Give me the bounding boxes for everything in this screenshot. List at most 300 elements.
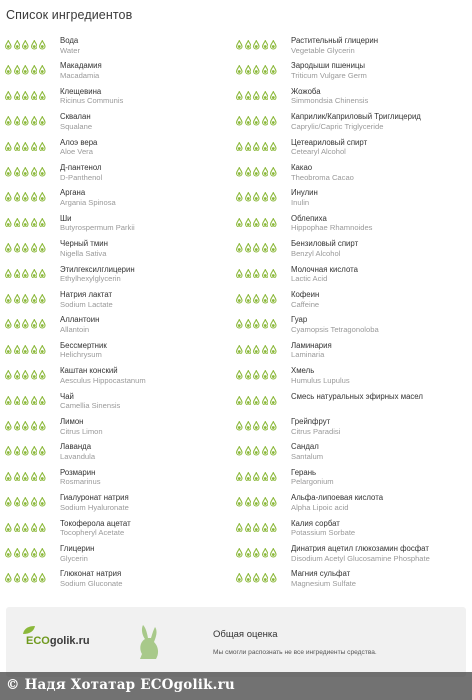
- ingredient-name: Молочная кислота: [291, 264, 358, 274]
- drop-icon: [39, 396, 46, 406]
- drop-icon: [245, 345, 252, 355]
- drop-icon: [253, 523, 260, 533]
- drop-icon: [14, 446, 21, 456]
- ingredient-row[interactable]: [0, 287, 236, 312]
- drop-icon: [5, 396, 12, 406]
- drop-icon: [31, 472, 38, 482]
- ingredient-names: [60, 163, 235, 182]
- ingredient-row[interactable]: [0, 465, 236, 490]
- drop-icon: [5, 573, 12, 583]
- drop-icon: [236, 319, 243, 329]
- drop-icon: [270, 192, 277, 202]
- ingredient-latin-name: Hippophae Rhamnoides: [291, 223, 373, 233]
- drop-icon: [22, 319, 29, 329]
- ingredient-row[interactable]: [231, 211, 467, 236]
- drop-icon: [236, 345, 243, 355]
- ingredient-latin-name: Camellia Sinensis: [60, 401, 121, 411]
- ingredient-latin-name: Disodium Acetyl Glucosamine Phosphate: [291, 553, 430, 563]
- drop-icon: [39, 294, 46, 304]
- drop-icon: [270, 548, 277, 558]
- ingredient-names: [291, 239, 466, 258]
- ingredient-row[interactable]: [231, 465, 467, 490]
- ingredient-row[interactable]: [231, 312, 467, 337]
- rating-drops: [236, 116, 277, 126]
- ingredient-row[interactable]: [0, 389, 236, 414]
- drop-icon: [22, 218, 29, 228]
- drop-icon: [270, 65, 277, 75]
- score-note: Мы смогли распознать не все ингредиенты средства.: [213, 649, 377, 656]
- ingredient-row[interactable]: [0, 160, 236, 185]
- drop-icon: [39, 472, 46, 482]
- rating-drops: [236, 573, 277, 583]
- rating-drops: [5, 548, 46, 558]
- ingredient-row[interactable]: [231, 236, 467, 261]
- drop-icon: [39, 345, 46, 355]
- rating-drops: [236, 345, 277, 355]
- ingredient-names: [291, 87, 466, 106]
- drop-icon: [236, 116, 243, 126]
- drop-icon: [14, 370, 21, 380]
- drop-icon: [270, 243, 277, 253]
- drop-icon: [5, 218, 12, 228]
- drop-icon: [31, 218, 38, 228]
- ingredient-name: Кофеин: [291, 290, 320, 299]
- drop-icon: [31, 243, 38, 253]
- drop-icon: [262, 65, 269, 75]
- drop-icon: [14, 192, 21, 202]
- drop-icon: [22, 167, 29, 177]
- ingredient-latin-name: Vegetable Glycerin: [291, 45, 355, 55]
- ingredient-row[interactable]: [0, 414, 236, 439]
- ingredient-row[interactable]: [231, 58, 467, 83]
- ingredient-name: Бессмертник: [60, 340, 107, 350]
- ingredient-name: Ши: [60, 213, 72, 223]
- drop-icon: [262, 523, 269, 533]
- drop-icon: [22, 91, 29, 101]
- ingredient-row[interactable]: [231, 541, 467, 566]
- ingredient-name: Этилгексилглицерин: [60, 264, 135, 274]
- drop-icon: [5, 319, 12, 329]
- drop-icon: [253, 142, 260, 152]
- ingredient-name: Хмель: [291, 366, 315, 376]
- ingredient-name: Глицерин: [60, 544, 95, 553]
- ingredient-row[interactable]: [231, 185, 467, 210]
- ingredient-latin-name: Helichrysum: [60, 350, 102, 360]
- ingredient-latin-name: Alpha Lipoic acid: [291, 502, 349, 512]
- rating-drops: [5, 573, 46, 583]
- ingredient-names: [60, 188, 235, 207]
- ingredient-row[interactable]: [0, 109, 236, 134]
- ingredient-names: [291, 112, 466, 131]
- drop-icon: [22, 548, 29, 558]
- drop-icon: [253, 548, 260, 558]
- drop-icon: [22, 396, 29, 406]
- drop-icon: [236, 40, 243, 50]
- drop-icon: [262, 218, 269, 228]
- ingredient-name: Каштан конский: [60, 366, 118, 376]
- ingredient-row[interactable]: [0, 490, 236, 515]
- ingredient-row[interactable]: [231, 389, 467, 414]
- rating-drops: [236, 396, 277, 406]
- ingredient-name: Сандал: [291, 442, 319, 452]
- ingredient-names: [60, 61, 235, 80]
- rating-drops: [5, 91, 46, 101]
- ingredient-row[interactable]: [231, 135, 467, 160]
- drop-icon: [39, 370, 46, 380]
- drop-icon: [270, 345, 277, 355]
- drop-icon: [270, 421, 277, 431]
- rating-drops: [5, 40, 46, 50]
- rating-drops: [5, 294, 46, 304]
- rating-drops: [5, 269, 46, 279]
- drop-icon: [236, 370, 243, 380]
- ingredient-row[interactable]: [231, 363, 467, 388]
- drop-icon: [31, 421, 38, 431]
- drop-icon: [39, 192, 46, 202]
- ingredient-row[interactable]: [0, 84, 236, 109]
- ingredient-latin-name: Nigella Sativa: [60, 248, 107, 258]
- ingredient-names: [291, 265, 466, 284]
- drop-icon: [5, 370, 12, 380]
- drop-icon: [31, 40, 38, 50]
- ingredient-latin-name: Caprylic/Capric Triglyceride: [291, 121, 384, 131]
- drop-icon: [31, 446, 38, 456]
- ingredient-names: [291, 493, 466, 512]
- rating-drops: [5, 345, 46, 355]
- ingredient-row[interactable]: [231, 160, 467, 185]
- ingredient-latin-name: Theobroma Cacao: [291, 172, 354, 182]
- ingredient-names: [60, 544, 235, 563]
- rating-drops: [236, 294, 277, 304]
- drop-icon: [31, 91, 38, 101]
- drop-icon: [270, 269, 277, 279]
- drop-icon: [253, 573, 260, 583]
- drop-icon: [245, 446, 252, 456]
- rating-drops: [236, 446, 277, 456]
- drop-icon: [31, 497, 38, 507]
- ingredient-row[interactable]: [0, 566, 236, 591]
- drop-icon: [14, 548, 21, 558]
- drop-icon: [22, 142, 29, 152]
- drop-icon: [245, 167, 252, 177]
- ingredient-name: Глюконат натрия: [60, 569, 122, 579]
- drop-icon: [5, 472, 12, 482]
- drop-icon: [262, 40, 269, 50]
- drop-icon: [236, 218, 243, 228]
- drop-icon: [270, 116, 277, 126]
- drop-icon: [14, 345, 21, 355]
- rating-drops: [236, 472, 277, 482]
- page-title: Список ингредиентов: [6, 8, 133, 22]
- ingredient-names: [291, 36, 466, 55]
- ingredient-row[interactable]: [231, 338, 467, 363]
- drop-icon: [253, 269, 260, 279]
- drop-icon: [245, 243, 252, 253]
- drop-icon: [5, 345, 12, 355]
- drop-icon: [14, 573, 21, 583]
- ingredient-latin-name: Tocopheryl Acetate: [60, 528, 125, 538]
- drop-icon: [270, 573, 277, 583]
- ingredient-names: [291, 214, 466, 233]
- ingredient-row[interactable]: [231, 287, 467, 312]
- drop-icon: [22, 421, 29, 431]
- ingredient-name: Чай: [60, 391, 74, 401]
- ingredient-names: [60, 569, 235, 588]
- rating-drops: [5, 472, 46, 482]
- drop-icon: [14, 523, 21, 533]
- ingredient-names: [291, 519, 466, 538]
- drop-icon: [22, 573, 29, 583]
- rating-drops: [5, 446, 46, 456]
- rating-drops: [236, 370, 277, 380]
- drop-icon: [262, 573, 269, 583]
- drop-icon: [262, 396, 269, 406]
- ingredient-names: [60, 265, 235, 284]
- drop-icon: [270, 472, 277, 482]
- ingredient-names: [60, 87, 235, 106]
- ingredient-row[interactable]: [231, 414, 467, 439]
- ingredient-latin-name: Macadamia: [60, 70, 100, 80]
- drop-icon: [236, 142, 243, 152]
- drop-icon: [22, 345, 29, 355]
- ingredient-names: [291, 290, 466, 309]
- rating-drops: [236, 192, 277, 202]
- drop-icon: [14, 167, 21, 177]
- ingredient-names: [60, 493, 235, 512]
- ingredient-names: [291, 188, 466, 207]
- drop-icon: [39, 65, 46, 75]
- drop-icon: [236, 497, 243, 507]
- ingredient-names: [60, 138, 235, 157]
- ecogolik-logo[interactable]: ECOgolik.ru: [26, 635, 90, 647]
- drop-icon: [31, 573, 38, 583]
- drop-icon: [22, 523, 29, 533]
- drop-icon: [236, 167, 243, 177]
- ingredient-row[interactable]: [0, 541, 236, 566]
- drop-icon: [22, 40, 29, 50]
- drop-icon: [270, 370, 277, 380]
- ingredient-latin-name: Aloe Vera: [60, 147, 93, 157]
- drop-icon: [236, 396, 243, 406]
- ingredient-names: [291, 442, 466, 461]
- rabbit-icon: [134, 623, 164, 663]
- ingredient-name: Зародыши пшеницы: [291, 61, 366, 71]
- ingredient-names: [291, 417, 466, 436]
- drop-icon: [270, 294, 277, 304]
- ingredient-name: Гуар: [291, 315, 308, 325]
- rating-drops: [5, 116, 46, 126]
- ingredient-name: Растительный глицерин: [291, 36, 378, 45]
- ingredient-names: [60, 341, 235, 360]
- ingredient-name: Д-пантенол: [60, 163, 102, 172]
- ingredient-names: [60, 36, 235, 55]
- ingredient-row[interactable]: [231, 439, 467, 464]
- rating-drops: [5, 218, 46, 228]
- ingredient-latin-name: Citrus Paradisi: [291, 426, 341, 436]
- drop-icon: [22, 294, 29, 304]
- ingredient-row[interactable]: [231, 84, 467, 109]
- drop-icon: [245, 192, 252, 202]
- ingredient-names: [291, 366, 466, 385]
- ingredient-name: Аллантоин: [60, 315, 100, 325]
- drop-icon: [245, 472, 252, 482]
- drop-icon: [14, 91, 21, 101]
- ingredient-name: Вода: [60, 36, 79, 45]
- ingredient-latin-name: Sodium Lactate: [60, 299, 113, 309]
- rating-drops: [236, 91, 277, 101]
- ingredient-latin-name: Lactic Acid: [291, 274, 328, 284]
- ingredient-row[interactable]: [0, 135, 236, 160]
- ingredient-row[interactable]: [0, 211, 236, 236]
- ingredient-row[interactable]: [0, 312, 236, 337]
- drop-icon: [236, 243, 243, 253]
- ingredient-name: Черный тмин: [60, 239, 108, 249]
- ingredient-latin-name: Cyamopsis Tetragonoloba: [291, 324, 379, 334]
- ingredient-name: Альфа-липоевая кислота: [291, 493, 384, 503]
- drop-icon: [262, 497, 269, 507]
- drop-icon: [253, 192, 260, 202]
- rating-drops: [5, 396, 46, 406]
- rating-drops: [5, 65, 46, 75]
- drop-icon: [31, 523, 38, 533]
- rating-drops: [5, 523, 46, 533]
- ingredient-names: [60, 315, 235, 334]
- drop-icon: [245, 523, 252, 533]
- ingredient-name: Какао: [291, 163, 313, 172]
- drop-icon: [236, 192, 243, 202]
- ingredient-names: [291, 468, 466, 487]
- ingredient-row[interactable]: [0, 262, 236, 287]
- rating-drops: [236, 167, 277, 177]
- rating-drops: [236, 269, 277, 279]
- ingredient-row[interactable]: [0, 33, 236, 58]
- drop-icon: [236, 573, 243, 583]
- ingredient-row[interactable]: [231, 566, 467, 591]
- ingredient-latin-name: Ethylhexylglycerin: [60, 274, 121, 284]
- rating-drops: [236, 142, 277, 152]
- ingredient-names: [291, 138, 466, 157]
- drop-icon: [236, 294, 243, 304]
- ingredient-names: [60, 290, 235, 309]
- drop-icon: [31, 142, 38, 152]
- ingredient-names: [291, 341, 466, 360]
- ingredient-row[interactable]: [0, 338, 236, 363]
- drop-icon: [253, 446, 260, 456]
- ingredient-latin-name: Cetearyl Alcohol: [291, 147, 346, 157]
- drop-icon: [262, 421, 269, 431]
- drop-icon: [39, 116, 46, 126]
- drop-icon: [39, 142, 46, 152]
- drop-icon: [31, 65, 38, 75]
- drop-icon: [236, 91, 243, 101]
- ingredient-row[interactable]: [0, 363, 236, 388]
- drop-icon: [245, 497, 252, 507]
- drop-icon: [22, 472, 29, 482]
- drop-icon: [270, 319, 277, 329]
- drop-icon: [262, 548, 269, 558]
- drop-icon: [31, 167, 38, 177]
- drop-icon: [245, 91, 252, 101]
- ingredient-row[interactable]: [0, 516, 236, 541]
- ingredient-latin-name: Simmondsia Chinensis: [291, 96, 369, 106]
- drop-icon: [31, 319, 38, 329]
- ingredient-names: [291, 163, 466, 182]
- ingredient-row[interactable]: [231, 33, 467, 58]
- drop-icon: [270, 142, 277, 152]
- drop-icon: [236, 523, 243, 533]
- ingredient-row[interactable]: [231, 516, 467, 541]
- drop-icon: [22, 446, 29, 456]
- drop-icon: [5, 65, 12, 75]
- ingredient-row[interactable]: [231, 262, 467, 287]
- rating-drops: [5, 142, 46, 152]
- ingredient-latin-name: Triticum Vulgare Germ: [291, 70, 367, 80]
- drop-icon: [39, 218, 46, 228]
- drop-icon: [5, 497, 12, 507]
- ingredient-row[interactable]: [231, 109, 467, 134]
- drop-icon: [39, 91, 46, 101]
- drop-icon: [270, 218, 277, 228]
- drop-icon: [5, 421, 12, 431]
- drop-icon: [245, 294, 252, 304]
- drop-icon: [31, 370, 38, 380]
- ingredient-name: Смесь натуральных эфирных масел: [291, 391, 423, 401]
- drop-icon: [270, 167, 277, 177]
- ingredient-row[interactable]: [0, 236, 236, 261]
- drop-icon: [31, 396, 38, 406]
- ingredient-names: [291, 544, 466, 563]
- ingredient-row[interactable]: [0, 439, 236, 464]
- drop-icon: [14, 396, 21, 406]
- drop-icon: [14, 116, 21, 126]
- rating-drops: [5, 243, 46, 253]
- rating-drops: [236, 319, 277, 329]
- drop-icon: [5, 142, 12, 152]
- ingredient-name: Лимон: [60, 417, 84, 426]
- drop-icon: [39, 446, 46, 456]
- ingredient-row[interactable]: [0, 185, 236, 210]
- ingredient-name: Токоферола ацетат: [60, 518, 131, 528]
- drop-icon: [262, 345, 269, 355]
- ingredient-names: [291, 61, 466, 80]
- drop-icon: [262, 91, 269, 101]
- ingredient-name: Макадамия: [60, 61, 102, 71]
- drop-icon: [5, 548, 12, 558]
- drop-icon: [39, 573, 46, 583]
- drop-icon: [245, 116, 252, 126]
- leaf-icon: [22, 625, 36, 635]
- ingredient-names: [60, 442, 235, 461]
- ingredient-latin-name: Butyrospermum Parkii: [60, 223, 135, 233]
- drop-icon: [270, 523, 277, 533]
- drop-icon: [253, 497, 260, 507]
- ingredient-latin-name: Squalane: [60, 121, 93, 131]
- rating-drops: [236, 548, 277, 558]
- drop-icon: [253, 370, 260, 380]
- drop-icon: [14, 40, 21, 50]
- drop-icon: [31, 294, 38, 304]
- rating-drops: [5, 497, 46, 507]
- drop-icon: [245, 370, 252, 380]
- ingredient-row[interactable]: [0, 58, 236, 83]
- ingredient-name: Алоэ вера: [60, 137, 98, 147]
- ingredient-row[interactable]: [231, 490, 467, 515]
- drop-icon: [262, 192, 269, 202]
- ingredient-latin-name: Rosmarinus: [60, 477, 101, 487]
- drop-icon: [39, 319, 46, 329]
- drop-icon: [262, 167, 269, 177]
- drop-icon: [5, 40, 12, 50]
